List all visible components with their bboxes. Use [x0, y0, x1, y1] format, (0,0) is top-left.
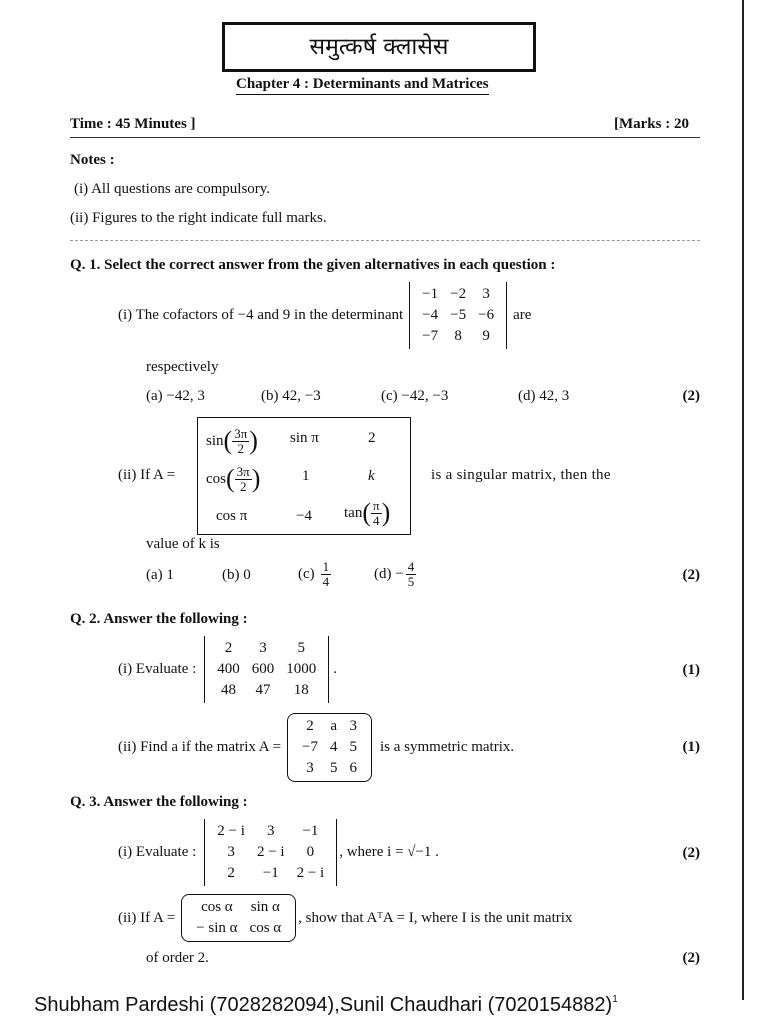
matrix-cell: 5: [297, 640, 306, 656]
frac-num: 4: [407, 559, 415, 574]
q1-i-marks: (2): [682, 388, 700, 404]
note-item-2: (ii) Figures to the right indicate full marks.: [70, 210, 327, 226]
matrix-cell: 9: [482, 328, 490, 344]
q2-i-after: .: [333, 661, 338, 677]
matrix-cell: 5: [330, 760, 338, 776]
page-border: [742, 0, 744, 1000]
q3-heading: Q. 3. Answer the following :: [70, 794, 248, 810]
q3-ii-after: , show that AᵀA = I, where I is the unit matrix: [298, 909, 573, 926]
matrix-cell: −7: [302, 739, 318, 755]
q1-ii-r2c3: k: [368, 468, 375, 484]
matrix-cell: − sin α: [196, 920, 238, 936]
q1-i-determinant: [409, 282, 507, 349]
q3-ii-question: [118, 894, 572, 942]
q2-ii-marks: (1): [682, 739, 700, 755]
q1-ii-r3c1: cos π: [216, 508, 248, 524]
q1-i-question: [118, 282, 531, 349]
q2-i-question: [118, 636, 337, 703]
institute-title: समुत्कर्ष क्लासेस: [222, 22, 536, 72]
time-label: Time : 45 Minutes ]: [70, 116, 196, 132]
q2-ii-after: is a symmetric matrix.: [380, 739, 515, 755]
q1-ii-option-a: (a) 1: [146, 567, 174, 583]
matrix-cell: 3: [306, 760, 314, 776]
matrix-cell: 2 − i: [256, 844, 285, 860]
q2-i-text: (i) Evaluate :: [118, 661, 197, 677]
q3-ii-matrix: [181, 894, 296, 942]
matrix-cell: 4: [330, 739, 338, 755]
page-number: 1: [612, 994, 618, 1005]
matrix-cell: cos α: [201, 899, 233, 915]
header-divider: [70, 137, 700, 138]
notes-divider: [70, 240, 700, 241]
q1-i-continued: respectively: [146, 359, 219, 375]
matrix-cell: a: [330, 718, 338, 734]
opt-d-label: (d) −: [374, 566, 404, 582]
opt-c-label: (c): [298, 566, 315, 582]
q3-i-after: , where i = √−1 .: [339, 844, 439, 860]
q2-heading: Q. 2. Answer the following :: [70, 611, 248, 627]
footer-text: Shubham Pardeshi (7028282094),Sunil Chaudhari (7020154882): [34, 994, 613, 1016]
q1-ii-r3c3: tan ( $\frac{\pi}{4}$ ): [344, 497, 391, 528]
q1-ii-option-d: [374, 560, 416, 589]
tan-fn: tan: [344, 504, 363, 521]
q1-ii-marks: (2): [682, 567, 700, 583]
matrix-cell: −6: [478, 307, 495, 323]
matrix-cell: 3: [349, 718, 357, 734]
notes-heading: Notes :: [70, 152, 115, 168]
note-item-1: (i) All questions are compulsory.: [74, 181, 271, 197]
frac-num: 1: [322, 559, 330, 574]
q1-ii-prefix: (ii) If A =: [118, 467, 176, 483]
q1-i-text: (i) The cofactors of −4 and 9 in the determinant: [118, 307, 404, 323]
q2-i-determinant: [204, 636, 329, 703]
matrix-cell: 2: [306, 718, 314, 734]
q1-heading: Q. 1. Select the correct answer from the given alternatives in each question :: [70, 257, 556, 273]
q3-ii-text: (ii) If A =: [118, 909, 176, 926]
q2-i-marks: (1): [682, 662, 700, 678]
marks-label: [Marks : 20: [614, 116, 689, 132]
q1-ii-option-b: (b) 0: [222, 567, 251, 583]
frac-num: 3π: [234, 425, 248, 441]
matrix-cell: −1: [422, 286, 439, 302]
frac-den: 4: [373, 512, 380, 528]
matrix-cell: 2: [224, 640, 233, 656]
matrix-cell: −1: [262, 865, 279, 881]
q1-i-option-b: (b) 42, −3: [261, 388, 321, 404]
matrix-cell: −7: [422, 328, 439, 344]
matrix-cell: 48: [221, 682, 237, 698]
matrix-cell: cos α: [249, 920, 282, 936]
q1-ii-r1c2: sin π: [290, 430, 319, 446]
matrix-cell: 6: [349, 760, 357, 776]
q3-ii-marks: (2): [682, 950, 700, 966]
q1-i-option-c: (c) −42, −3: [381, 388, 449, 404]
matrix-cell: −5: [450, 307, 467, 323]
matrix-cell: 47: [255, 682, 271, 698]
matrix-cell: 8: [454, 328, 462, 344]
matrix-cell: 3: [259, 640, 267, 656]
q1-ii-r3c2: −4: [296, 508, 312, 524]
q1-ii-r2c1: cos ( $\frac{3\pi}{2}$ ): [206, 463, 261, 494]
q1-ii-suffix: is a singular matrix, then the: [431, 467, 611, 483]
chapter-title: Chapter 4 : Determinants and Matrices: [236, 76, 489, 95]
q2-ii-question: [118, 713, 514, 782]
q2-ii-text: (ii) Find a if the matrix A =: [118, 739, 282, 755]
matrix-cell: 400: [217, 661, 240, 677]
matrix-cell: −4: [422, 307, 439, 323]
q1-ii-r2c2: 1: [302, 468, 310, 484]
q1-ii-option-c: [298, 560, 331, 589]
matrix-cell: 600: [251, 661, 275, 677]
matrix-cell: 18: [293, 682, 309, 698]
matrix-cell: sin α: [250, 899, 280, 915]
matrix-cell: 2: [227, 865, 235, 881]
frac-num: 3π: [236, 463, 250, 479]
q3-ii-continued: of order 2.: [146, 950, 209, 966]
matrix-cell: 3: [227, 844, 235, 860]
frac-num: π: [373, 497, 380, 513]
q3-i-question: [118, 819, 439, 886]
footer-contacts: [34, 994, 618, 1017]
q3-i-marks: (2): [682, 845, 700, 861]
q1-i-after: are: [513, 307, 532, 323]
matrix-cell: 3: [267, 823, 275, 839]
matrix-cell: 0: [306, 844, 315, 860]
frac-den: 4: [322, 574, 330, 589]
q2-ii-matrix: [287, 713, 372, 782]
q3-i-text: (i) Evaluate :: [118, 844, 197, 860]
matrix-cell: 5: [349, 739, 357, 755]
sin-fn: sin: [206, 432, 224, 449]
q1-ii-r1c3: 2: [368, 430, 376, 446]
q1-ii-matrix: [197, 417, 411, 535]
q1-i-option-a: (a) −42, 3: [146, 388, 205, 404]
frac-den: 2: [239, 478, 247, 494]
q1-i-option-d: (d) 42, 3: [518, 388, 570, 404]
q1-ii-continued: value of k is: [146, 536, 220, 552]
matrix-cell: 3: [482, 286, 490, 302]
q3-i-determinant: [204, 819, 337, 886]
q1-ii-r1c1: sin ( $\frac{3\pi}{2}$ ): [206, 425, 258, 456]
matrix-cell: −2: [450, 286, 467, 302]
frac-den: 5: [407, 574, 415, 589]
frac-den: 2: [237, 440, 244, 456]
matrix-cell: 2 − i: [296, 865, 325, 881]
matrix-cell: 2 − i: [217, 823, 245, 839]
matrix-cell: 1000: [286, 661, 317, 677]
cos-fn: cos: [206, 470, 226, 487]
matrix-cell: −1: [302, 823, 319, 839]
